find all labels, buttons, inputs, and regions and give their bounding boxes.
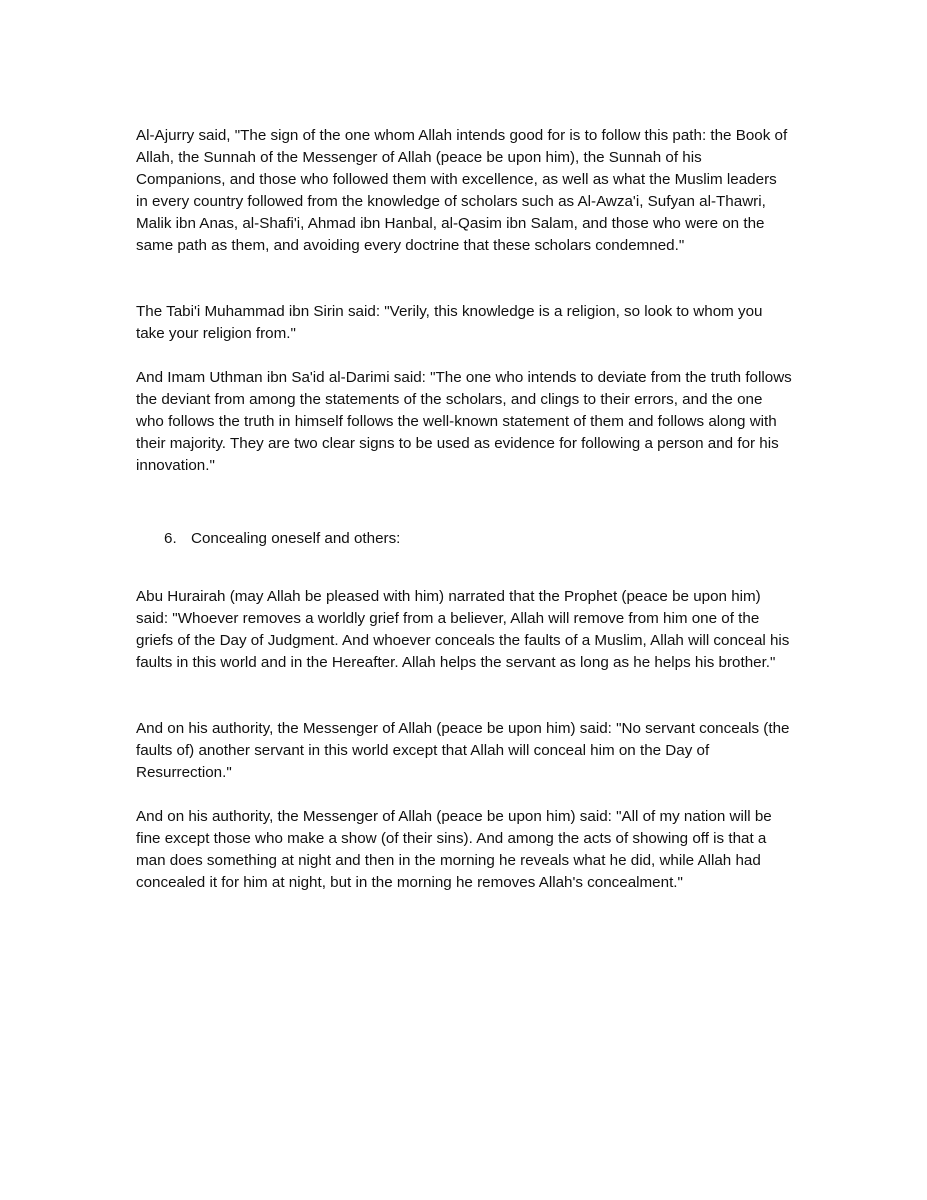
paragraph-al-darimi: And Imam Uthman ibn Sa'id al-Darimi said: "The one who intends to deviate from the truth follows the deviant from among the statements of the scholars, and clings to their errors, and the one who follows the truth in himself follows the well-known statement of them and follows along with their majority. They are two clear signs to be used as evidence for following a person and for his innovation." bbox=[136, 369, 792, 475]
paragraph-al-ajurry: Al-Ajurry said, "The sign of the one whom Allah intends good for is to follow this path: the Book of Allah, the Sunnah of the Messenger of Allah (peace be upon him), the Sunnah of his Companions, and those who followed them with excellence, as well as what the Muslim leaders in every country followed from the knowledge of scholars such as Al-Awza'i, Sufyan al-Thawri, Malik ibn Anas, al-Shafi'i, Ahmad ibn Hanbal, al-Qasim ibn Salam, and those who were on the same path as them, and avoiding every doctrine that these scholars condemned." bbox=[136, 127, 788, 255]
paragraph-ibn-sirin: The Tabi'i Muhammad ibn Sirin said: "Verily, this knowledge is a religion, so look to whom you take your religion from." bbox=[136, 303, 763, 343]
paragraph-abu-hurairah: Abu Hurairah (may Allah be pleased with him) narrated that the Prophet (peace be upon him) said: "Whoever removes a worldly grief from a believer, Allah will remove from him one of the griefs of the Day of Judgment. And whoever conceals the faults of a Muslim, Allah will conceal his faults in this world and in the Hereafter. Allah helps the servant as long as he helps his brother." bbox=[136, 588, 790, 672]
section-title: Concealing oneself and others: bbox=[191, 530, 401, 547]
paragraph-no-servant-conceals: And on his authority, the Messenger of Allah (peace be upon him) said: "No servant conceals (the faults of) another servant in this world except that Allah will conceal him on the Day of Resurrection." bbox=[136, 720, 790, 782]
section-number: 6. bbox=[164, 530, 177, 547]
section-heading bbox=[164, 528, 400, 550]
paragraph-all-of-my-nation: And on his authority, the Messenger of Allah (peace be upon him) said: "All of my nation will be fine except those who make a show (of their sins). And among the acts of showing off is that a man does something at night and then in the morning he reveals what he did, while Allah had concealed it for him at night, but in the morning he removes Allah's concealment." bbox=[136, 808, 772, 892]
